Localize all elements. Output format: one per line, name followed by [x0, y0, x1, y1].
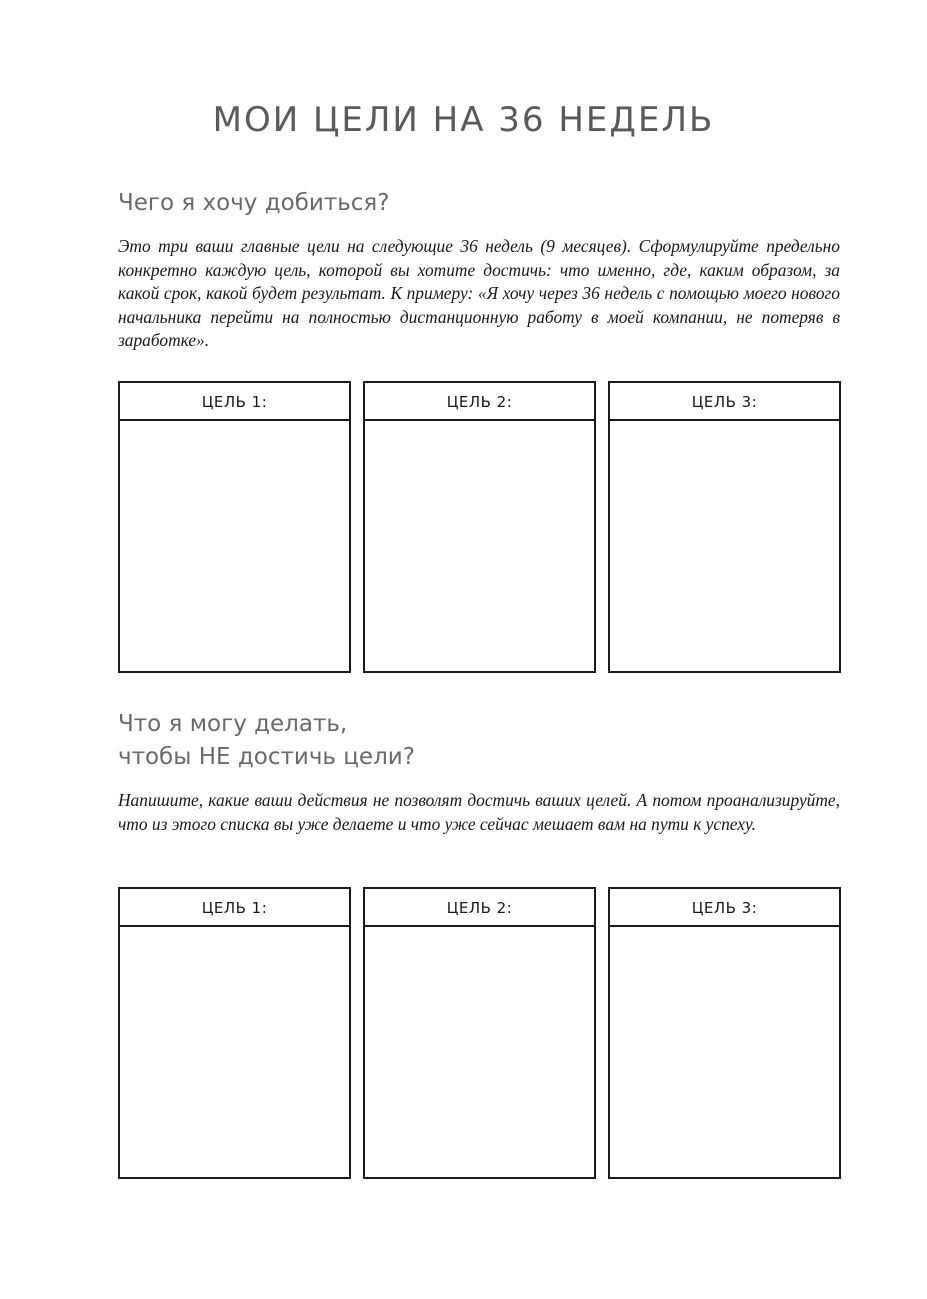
goal-label: ЦЕЛЬ 3: [610, 889, 839, 927]
goals-row-obstacles [118, 887, 840, 1177]
goal-write-area[interactable] [120, 927, 349, 1177]
goal-write-area[interactable] [610, 927, 839, 1177]
goal-label: ЦЕЛЬ 1: [120, 383, 349, 421]
section-heading-achieve [118, 187, 389, 220]
goal-label: ЦЕЛЬ 3: [610, 383, 839, 421]
goal-box-2 [363, 381, 596, 673]
goal-write-area[interactable] [365, 927, 594, 1177]
heading-line: Что я могу делать, [118, 711, 348, 737]
goal-label: ЦЕЛЬ 1: [120, 889, 349, 927]
page-title: МОИ ЦЕЛИ НА 36 НЕДЕЛЬ [212, 100, 715, 140]
goal-write-area[interactable] [610, 421, 839, 671]
heading-line: чтобы НЕ достичь цели? [118, 744, 415, 770]
section-heading-obstacles [118, 708, 415, 774]
goal-write-area[interactable] [120, 421, 349, 671]
goal-box-3 [608, 887, 841, 1179]
section-intro-achieve: Это три ваши главные цели на следующие 36 недель (9 месяцев). Сформулируйте предельно конкретно каждую цель, которой вы хотите достичь: что именно, где, каким образом, за какой срок, какой будет результат. К примеру: «Я хочу через 36 недель с помощью моего нового начальника перейти на полностью дистанционную работу в моей компании, не потеряв в заработке». [118, 236, 840, 351]
goal-box-2 [363, 887, 596, 1179]
goal-box-3 [608, 381, 841, 673]
goal-box-1 [118, 887, 351, 1179]
goals-row-achieve [118, 381, 840, 671]
goal-box-1 [118, 381, 351, 673]
section-intro-obstacles: Напишите, какие ваши действия не позволят достичь ваших целей. А потом проанализируйте, что из этого списка вы уже делаете и что уже сейчас мешает вам на пути к успеху. [118, 790, 840, 834]
heading-line: Чего я хочу добиться? [118, 190, 390, 216]
goal-label: ЦЕЛЬ 2: [365, 383, 594, 421]
goal-label: ЦЕЛЬ 2: [365, 889, 594, 927]
goal-write-area[interactable] [365, 421, 594, 671]
